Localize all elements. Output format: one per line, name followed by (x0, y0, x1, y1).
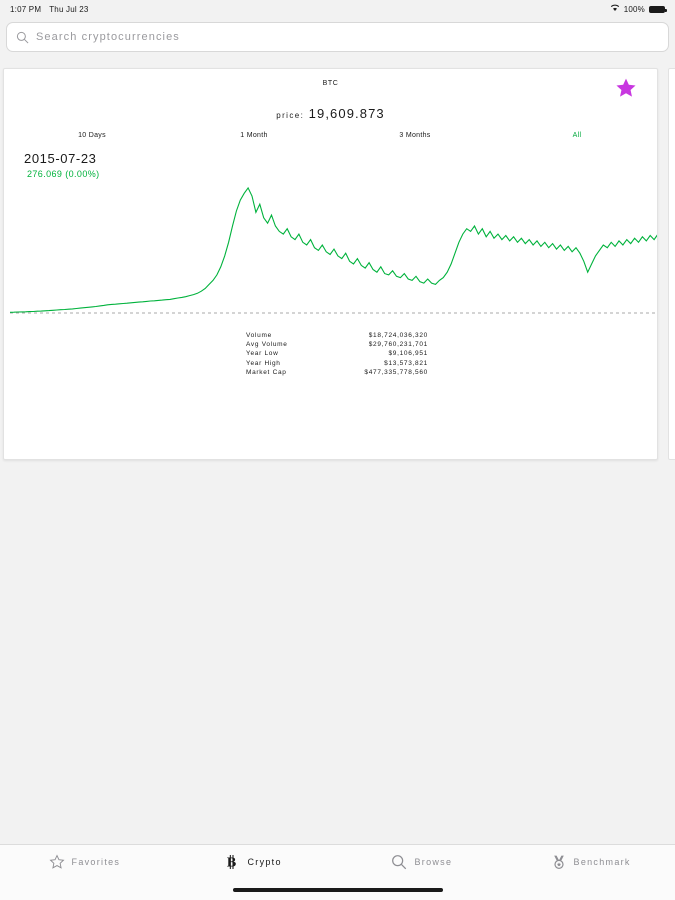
tab-label: Crypto (247, 857, 282, 867)
search-bar-container (0, 18, 675, 58)
wifi-icon (610, 4, 620, 14)
stat-row-year-high (246, 359, 428, 368)
home-indicator (233, 888, 443, 892)
stat-row-year-low (246, 349, 428, 358)
tab-crypto[interactable] (169, 854, 338, 870)
stat-value: $13,573,821 (384, 359, 428, 367)
tab-label: Favorites (71, 857, 121, 867)
status-time: 1:07 PM (10, 4, 42, 14)
battery-percent: 100% (623, 4, 645, 14)
price-chart[interactable] (10, 169, 658, 321)
crypto-symbol: BTC (322, 80, 339, 87)
tab-browse[interactable] (338, 854, 507, 870)
stat-value: $29,760,231,701 (368, 341, 428, 349)
stat-key: Market Cap (246, 368, 287, 376)
range-all[interactable]: All (572, 132, 582, 139)
readout-change: 276.069 (0.00%) (27, 169, 100, 179)
search-input[interactable] (36, 31, 659, 43)
tab-favorites[interactable] (0, 854, 169, 870)
status-bar-right (610, 4, 665, 14)
crypto-detail-card (3, 68, 658, 460)
battery-icon (649, 6, 665, 13)
medal-icon (551, 854, 567, 870)
tab-benchmark[interactable] (506, 854, 675, 870)
favorite-star-button[interactable] (613, 77, 639, 103)
stat-key: Avg Volume (246, 341, 288, 349)
stat-row-avg-volume (246, 340, 428, 349)
stat-key: Volume (246, 332, 272, 339)
status-date: Thu Jul 23 (49, 4, 89, 14)
stat-value: $18,724,036,320 (368, 332, 428, 339)
price-chart-svg (10, 169, 658, 321)
stat-key: Year High (246, 359, 281, 367)
next-card-peek[interactable] (668, 68, 675, 460)
status-bar (0, 0, 675, 18)
readout-date: 2015-07-23 (24, 151, 97, 166)
stat-row-market-cap (246, 368, 428, 377)
status-bar-left (10, 5, 89, 14)
price-label: price: (276, 111, 305, 120)
range-3-months[interactable]: 3 Months (399, 132, 431, 139)
stat-value: $9,106,951 (388, 350, 428, 358)
stat-key: Year Low (246, 350, 279, 358)
stats-block (246, 331, 428, 377)
tab-label: Browse (414, 857, 453, 867)
tab-label: Benchmark (573, 857, 631, 867)
search-icon (391, 854, 407, 870)
price-value: 19,609.873 (308, 106, 385, 121)
search-icon (16, 31, 29, 44)
svg-text:B: B (227, 855, 238, 870)
chart-line (10, 188, 658, 312)
star-icon (615, 77, 637, 104)
range-1-month[interactable]: 1 Month (240, 132, 268, 139)
star-outline-icon (49, 854, 65, 870)
stat-row-volume (246, 331, 428, 340)
range-selector (4, 132, 657, 146)
stat-value: $477,335,778,560 (364, 368, 428, 376)
price-row (4, 105, 657, 123)
bitcoin-icon (224, 854, 240, 870)
range-10-days[interactable]: 10 Days (78, 132, 106, 139)
search-box[interactable] (6, 22, 669, 52)
